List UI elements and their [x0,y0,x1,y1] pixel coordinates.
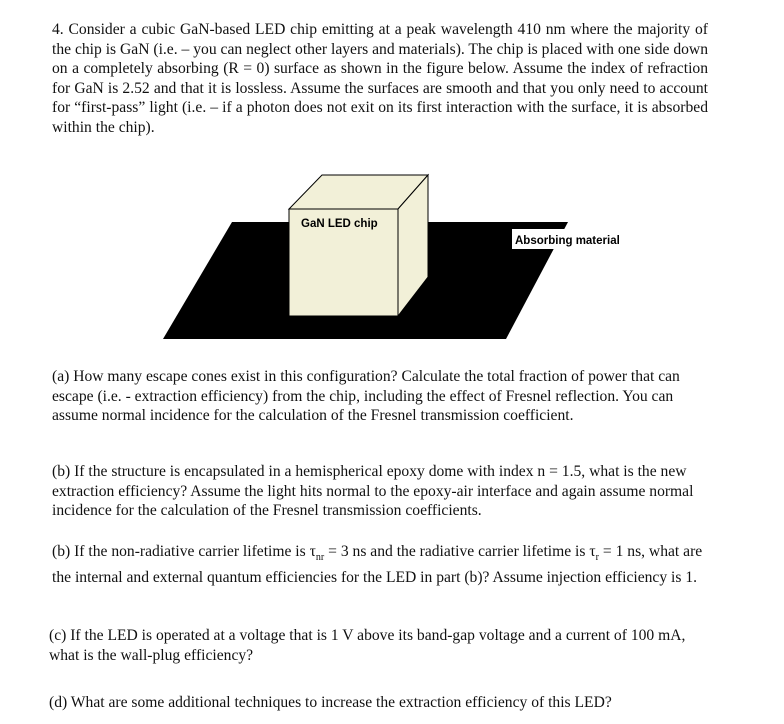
surface-label: Absorbing material [515,235,620,247]
tau-r-symbol: τ [589,543,596,560]
part-b2-suffix: = 1 ns, what are the internal and external quantum efficiencies for the LED in part (b)? Assume injection efficiency is 1. [52,543,703,586]
tau-r-subscript: r [595,552,599,564]
part-a: (a) How many escape cones exist in this configuration? Calculate the total fraction of power that can escape (i.e. - extraction efficiency) from the chip, including the effect of Fresnel reflection. You can assume normal incidence for the calculation of the Fresnel transmission coefficient. [52,368,680,425]
chip-label: GaN LED chip [301,218,378,230]
part-b2-prefix: (b) If the non-radiative carrier lifetime is [52,543,310,560]
problem-intro: 4. Consider a cubic GaN-based LED chip emitting at a peak wavelength 410 nm where the majority of the chip is GaN (i.e. – you can neglect other layers and materials). The chip is placed with one side down on a completely absorbing (R = 0) surface as shown in the figure below. Assume the index of refraction for GaN is 2.52 and that it is lossless. Assume the surfaces are smooth and that you only need to account for “first-pass” light (i.e. – if a photon does not exit on its first interaction with the surface, it is absorbed within the chip). [52,21,708,136]
part-b2-mid: = 3 ns and the radiative carrier lifetime is [324,543,590,560]
tau-nr-symbol: τ [309,543,316,560]
part-c: (c) If the LED is operated at a voltage that is 1 V above its band-gap voltage and a current of 100 mA, what is the wall-plug efficiency? [49,627,686,664]
part-b-quantum-efficiency [52,542,712,587]
part-b-epoxy: (b) If the structure is encapsulated in a hemispherical epoxy dome with index n = 1.5, what is the new extraction efficiency? Assume the light hits normal to the epoxy-air interface and again assume normal incidence for the calculation of the Fresnel transmission coefficients. [52,463,694,520]
part-d: (d) What are some additional techniques to increase the extraction efficiency of this LED? [49,694,612,711]
tau-nr-subscript: nr [315,552,325,564]
